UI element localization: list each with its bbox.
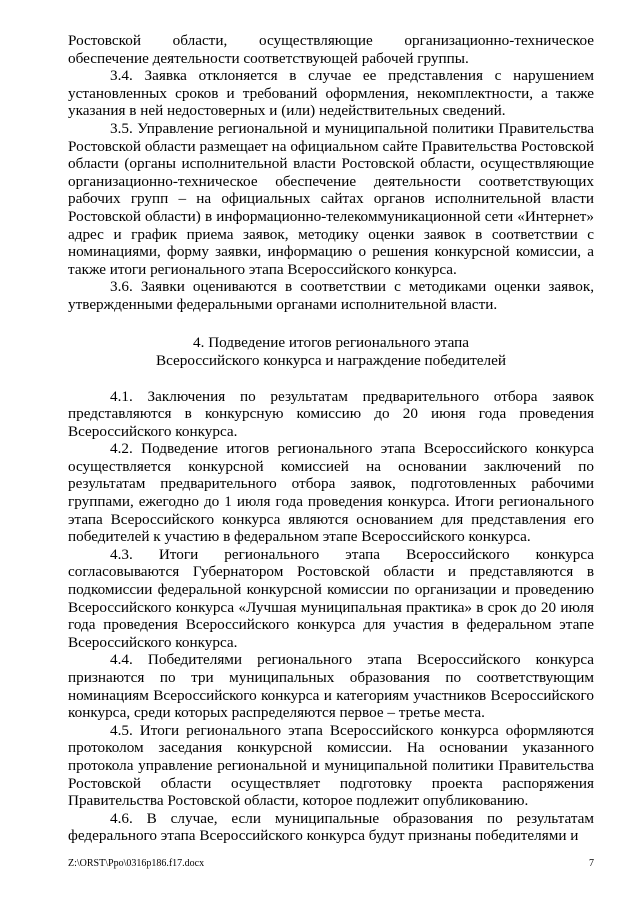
section-heading-line-1: 4. Подведение итогов регионального этапа (193, 333, 469, 351)
paragraph-3-6: 3.6. Заявки оцениваются в соответствии с методиками оценки заявок, утвержденными федеральными органами исполнительной власти. (68, 278, 594, 313)
document-page (68, 32, 594, 845)
paragraph-3-4: 3.4. Заявка отклоняется в случае ее представления с нарушением установленных сроков и требований оформления, некомплектности, а также указания в ней недостоверных и (или) недействительных сведений. (68, 67, 594, 120)
footer-page-number: 7 (589, 858, 594, 869)
paragraphs-after-heading (68, 388, 594, 845)
paragraph-4-3: 4.3. Итоги регионального этапа Всероссийского конкурса согласовываются Губернатором Ростовской области и представляются в подкомиссии федеральной конкурсной комиссии по организации и проведению Всероссийского конкурса «Лучшая муниципальная практика» в срок до 20 июля года проведения Всероссийского конкурса для участия в федеральном этапе Всероссийского конкурса. (68, 545, 594, 651)
paragraph-4-6: 4.6. В случае, если муниципальные образования по результатам федерального этапа Всероссийского конкурса будут признаны победителями и (68, 809, 594, 845)
paragraph-4-5: 4.5. Итоги регионального этапа Всероссийского конкурса оформляются протоколом заседания конкурсной комиссии. На основании указанного протокола управление региональной и муниципальной политики Правительства Ростовской области осуществляет подготовку проекта распоряжения Правительства Ростовской области, которое подлежит опубликованию. (68, 721, 594, 810)
section-heading-line-2: Всероссийского конкурса и награждение победителей (155, 351, 506, 369)
paragraph-4-2: 4.2. Подведение итогов регионального этапа Всероссийского конкурса осуществляется конкурсной комиссией на основании заключений по результатам предварительного отбора заявок, подготовленных рабочими группами, ежегодно до 1 июля года проведения конкурса. Итоги регионального этапа Всероссийского конкурса являются основанием для представления его победителей к участию в федеральном этапе Всероссийского конкурса. (68, 440, 594, 546)
paragraph-4-4: 4.4. Победителями регионального этапа Всероссийского конкурса признаются по три муниципальных образования по соответствующим номинациям Всероссийского конкурса и категориям участников Всероссийского конкурса, среди которых распределяются первое – третье места. (68, 651, 594, 722)
paragraph-3-5: 3.5. Управление региональной и муниципальной политики Правительства Ростовской области размещает на официальном сайте Правительства Ростовской области (органы исполнительной власти Ростовской области, осуществляющие организационно-техническое обеспечение деятельности соответствующих рабочих групп – на официальных сайтах органов исполнительной власти Ростовской области) в информационно-телекоммуникационной сети «Интернет» адрес и график приема заявок, методику оценки заявок в соответствии с номинациями, форму заявки, информацию о решения конкурсной комиссии, а также итоги регионального этапа Всероссийского конкурса. (68, 119, 594, 278)
section-heading (68, 334, 594, 370)
paragraphs-before-heading (68, 32, 594, 314)
paragraph-cont: Ростовской области, осуществляющие организационно-техническое обеспечение деятельности соответствующей рабочей группы. (68, 32, 594, 67)
footer-file-path: Z:\ORST\Ppo\0316p186.f17.docx (68, 858, 205, 869)
paragraph-4-1: 4.1. Заключения по результатам предварительного отбора заявок представляются в конкурсную комиссию до 20 июня года проведения Всероссийского конкурса. (68, 387, 594, 440)
